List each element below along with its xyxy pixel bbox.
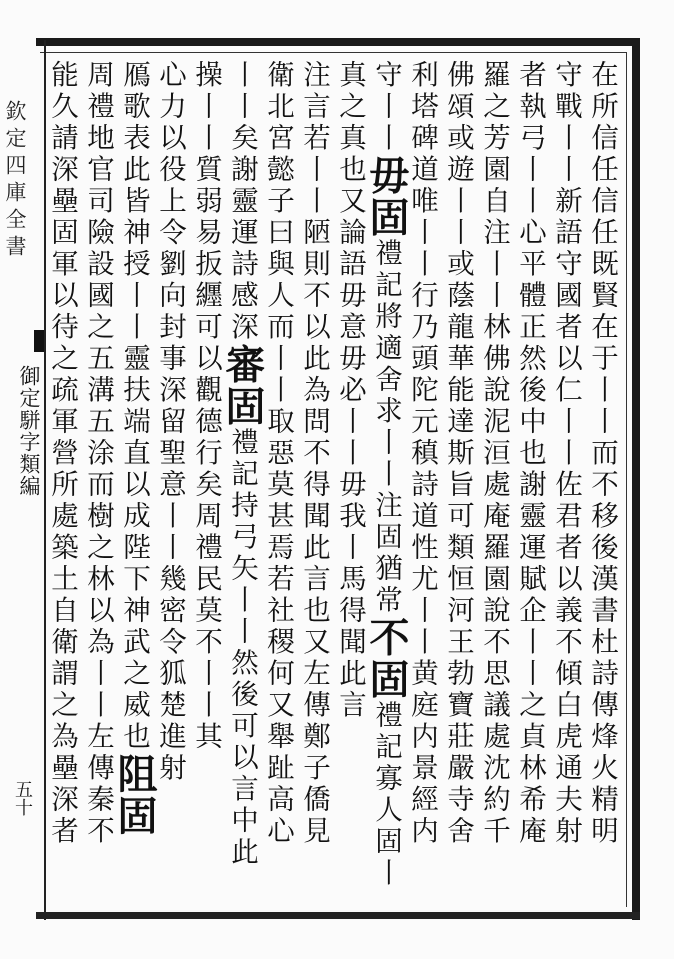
- annotation-text: 心力以役上令劉向封事深留聖意丨丨幾密令狐楚進射: [154, 60, 186, 785]
- annotation-text: 佛頌或遊丨丨或蔭龍華能達斯旨可類恒河王勃寶莊嚴寺舍: [442, 60, 474, 848]
- annotation-text: 鴈歌表此皆神授丨丨靈扶端直以成陛下神武之威也: [118, 60, 150, 753]
- annotation-text: 丨馬得聞此言: [334, 532, 366, 722]
- text-column: [188, 60, 224, 905]
- text-column: [111, 60, 158, 905]
- text-column: [296, 60, 332, 905]
- annotation-text: 者執弓丨丨心平體正然後中也謝靈運賦企丨丨之貞林希庵: [514, 60, 546, 848]
- frame-right-border: [632, 38, 640, 920]
- annotation-text: 禮記將適舍求丨丨注固猶常: [370, 238, 402, 617]
- annotation-text: 守丨丨: [370, 60, 402, 155]
- annotation-text: 在所信任信任既賢在于丨丨而不移後漢書杜詩傳烽火精明: [586, 60, 618, 848]
- gutter-page-number: 五十: [12, 780, 33, 816]
- annotation-text: 羅之芳園自注丨丨林佛說泥洹處庵羅園說不思議處沈約千: [478, 60, 510, 848]
- text-column: [440, 60, 476, 905]
- annotation-text: 守戰丨丨新語守國者以仁丨丨佐君者以義不傾白虎通夫射: [550, 60, 582, 848]
- annotation-text: 注言若丨丨陋則不以此為問不得聞此言也又左傳鄭子僑見: [298, 60, 330, 848]
- text-columns: [46, 60, 620, 905]
- annotation-text: 也又論語毋意毋必丨丨毋我: [334, 154, 366, 533]
- annotation-text: 周禮地官司險設國之五溝五涂而樹之林以為丨丨左傳秦不: [82, 60, 114, 848]
- annotation-text: 禮記持弓矢丨丨然後可以言中此: [226, 427, 258, 869]
- gutter-book-title: 御定駢字類編: [17, 365, 41, 497]
- fishtail-mark: [34, 330, 44, 352]
- headword: 不固: [363, 616, 410, 701]
- text-column: [584, 60, 620, 905]
- headword: 毋固: [363, 154, 410, 239]
- text-column: [260, 60, 296, 905]
- text-column: [219, 60, 266, 905]
- text-column: [512, 60, 548, 905]
- gutter-collection-title: 欽定四庫全書: [3, 100, 27, 262]
- text-column: [363, 60, 410, 905]
- annotation-text: 可以觀德行矣周禮民莫不丨丨其: [190, 312, 222, 753]
- text-column: [404, 60, 440, 905]
- text-column: [548, 60, 584, 905]
- text-column: [152, 60, 188, 905]
- frame-top-border: [36, 38, 640, 46]
- frame-bottom-border: [36, 912, 640, 919]
- annotation-text: 禮記寡人固丨: [370, 700, 402, 890]
- text-column: [44, 60, 80, 905]
- text-column: [476, 60, 512, 905]
- annotation-text: 衛北宮懿子曰與人而丨丨取惡莫甚焉若社稷何又舉趾高心: [262, 60, 294, 848]
- headword: 阻固: [111, 753, 158, 837]
- page-gutter: [0, 40, 46, 920]
- annotation-text: 丨丨矣謝靈運詩感深: [226, 60, 258, 344]
- headword: 審固: [219, 343, 266, 428]
- annotation-text: 能久請深壘固軍以待之疏軍營所處築土自衛謂之為壘深者: [46, 60, 78, 848]
- annotation-text: 利塔碑道唯丨丨行乃頭陀元稹詩道性尤丨丨黄庭内景經内: [406, 60, 438, 848]
- annotation-text: 真之真: [334, 60, 366, 155]
- annotation-text: 操丨丨質弱易扳纒: [190, 60, 222, 312]
